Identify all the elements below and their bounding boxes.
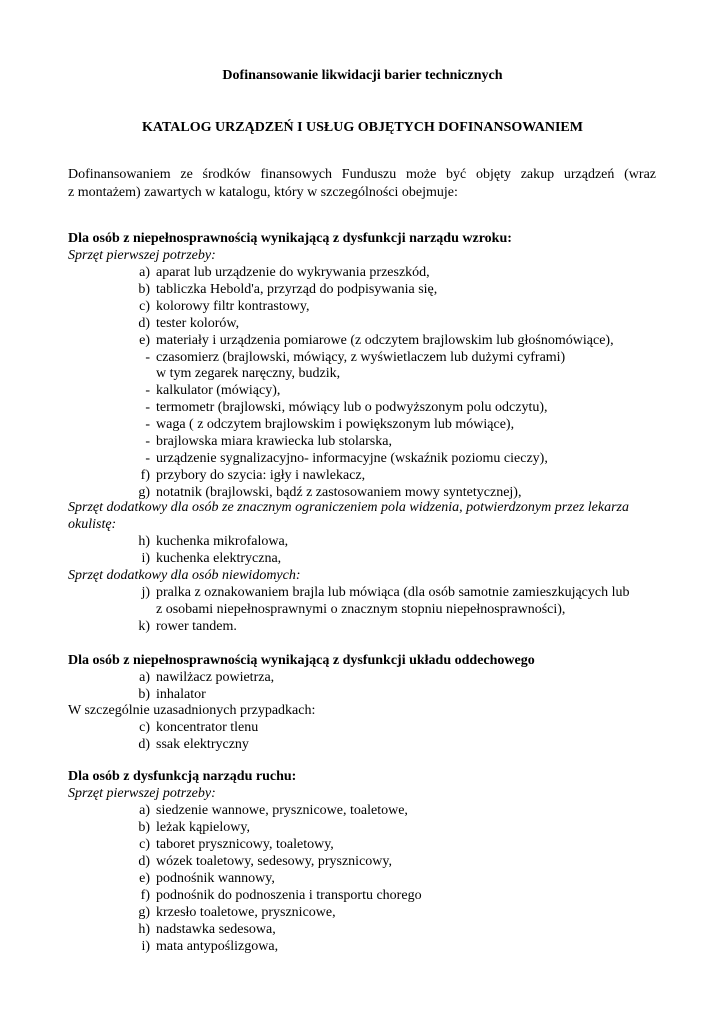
list-item-text: rower tandem.	[156, 619, 237, 634]
list-marker: e)	[139, 871, 150, 886]
list-item-text: kuchenka elektryczna,	[156, 551, 282, 566]
list-item-text: tester kolorów,	[156, 315, 240, 331]
section-vision-sub-first-need: Sprzęt pierwszej potrzeby:	[68, 248, 216, 263]
list-item-text: nawilżacz powietrza,	[156, 670, 275, 685]
list-marker: g)	[138, 484, 150, 500]
section-vision-sub-field-line-2: okulistę:	[68, 517, 117, 532]
section-respiratory-heading: Dla osób z niepełnosprawnością wynikającą z dysfunkcji układu oddechowego	[68, 653, 535, 668]
list-marker: -	[145, 383, 150, 399]
list-item-text: brajlowska miara krawiecka lub stolarska,	[156, 434, 392, 449]
list-item-text: kuchenka mikrofalowa,	[156, 534, 289, 549]
list-item-text: mata antypoślizgowa,	[156, 939, 279, 954]
list-item-text: leżak kąpielowy,	[156, 820, 250, 835]
list-marker: i)	[141, 939, 150, 954]
list-item-text: w tym zegarek naręczny, budzik,	[156, 366, 341, 382]
list-marker: -	[145, 417, 150, 433]
list-item-text: koncentrator tlenu	[156, 720, 259, 735]
list-item-text: czasomierz (brajlowski, mówiący, z wyświetlaczem lub dużymi cyframi)	[156, 349, 566, 365]
list-marker: g)	[138, 905, 150, 920]
list-item-text: kalkulator (mówiący),	[156, 383, 281, 399]
list-marker: b)	[138, 687, 150, 702]
section-vision-heading: Dla osób z niepełnosprawnością wynikającą z dysfunkcji narządu wzroku:	[68, 231, 512, 246]
list-item-text: wózek toaletowy, sedesowy, prysznicowy,	[156, 854, 392, 869]
list-item-text: waga ( z odczytem brajlowskim i powiększonym lub mówiące),	[156, 417, 515, 433]
list-item-text: z osobami niepełnosprawnymi o znacznym stopniu niepełnosprawności),	[156, 602, 566, 617]
list-marker: -	[145, 450, 150, 466]
list-marker: a)	[139, 670, 150, 685]
list-marker: f)	[140, 467, 150, 483]
list-marker: b)	[138, 281, 150, 297]
list-marker: k)	[138, 619, 150, 634]
document-subtitle: Dofinansowanie likwidacji barier technicznych	[222, 68, 503, 83]
list-marker: c)	[139, 837, 150, 852]
list-item-text: aparat lub urządzenie do wykrywania przeszkód,	[156, 265, 430, 280]
list-item-text: siedzenie wannowe, prysznicowe, toaletowe,	[156, 803, 408, 818]
list-item-text: termometr (brajlowski, mówiący lub o podwyższonym polu odczytu),	[156, 400, 548, 416]
list-item-text: krzesło toaletowe, prysznicowe,	[156, 905, 336, 920]
list-marker: h)	[138, 922, 150, 937]
list-item-text: materiały i urządzenia pomiarowe (z odczytem brajlowskim lub głośnomówiące),	[156, 332, 614, 348]
list-marker: j)	[141, 585, 150, 600]
list-item-text: kolorowy filtr kontrastowy,	[156, 298, 310, 314]
list-item-text: nadstawka sedesowa,	[156, 922, 276, 937]
list-item-text: tabliczka Hebold'a, przyrząd do podpisywania się,	[156, 281, 438, 297]
intro-line-2: z montażem) zawartych w katalogu, który w szczególności obejmuje:	[68, 185, 458, 200]
list-item-text: przybory do szycia: igły i nawlekacz,	[156, 467, 366, 483]
section-respiratory-sub: W szczególnie uzasadnionych przypadkach:	[68, 703, 316, 718]
list-marker: h)	[138, 534, 150, 549]
list-marker: c)	[139, 720, 150, 735]
document-title: KATALOG URZĄDZEŃ I USŁUG OBJĘTYCH DOFINANSOWANIEM	[142, 120, 583, 135]
list-marker: -	[145, 400, 150, 416]
list-marker: i)	[141, 551, 150, 566]
list-marker: d)	[138, 737, 150, 752]
intro-line-1: Dofinansowaniem ze środków finansowych Funduszu może być objęty zakup urządzeń (wraz	[68, 167, 656, 182]
list-marker: -	[145, 434, 150, 449]
list-item-text: podnośnik do podnoszenia i transportu chorego	[156, 888, 422, 903]
section-vision-sub-blind: Sprzęt dodatkowy dla osób niewidomych:	[68, 568, 301, 583]
list-marker: d)	[138, 315, 150, 331]
list-marker: d)	[138, 854, 150, 869]
list-item-text: notatnik (brajlowski, bądź z zastosowaniem mowy syntetycznej),	[156, 484, 522, 500]
section-vision-sub-field-line-1: Sprzęt dodatkowy dla osób ze znacznym ograniczeniem pola widzenia, potwierdzonym przez lekarza	[68, 500, 629, 515]
list-marker: f)	[140, 888, 150, 903]
list-item-text: pralka z oznakowaniem brajla lub mówiąca (dla osób samotnie zamieszkujących lub	[156, 585, 630, 600]
list-marker: c)	[139, 298, 150, 314]
list-item-text: inhalator	[156, 687, 206, 702]
list-marker: b)	[138, 820, 150, 835]
list-item-text: taboret prysznicowy, toaletowy,	[156, 837, 334, 852]
list-item-text: podnośnik wannowy,	[156, 871, 275, 886]
list-marker: a)	[139, 803, 150, 818]
section-mobility-heading: Dla osób z dysfunkcją narządu ruchu:	[68, 769, 297, 784]
list-item-text: urządzenie sygnalizacyjno- informacyjne (wskaźnik poziomu cieczy),	[156, 450, 548, 466]
list-marker: e)	[139, 332, 150, 348]
list-marker: a)	[139, 265, 150, 280]
list-marker: -	[145, 349, 150, 365]
list-item-text: ssak elektryczny	[156, 737, 249, 752]
section-mobility-sub: Sprzęt pierwszej potrzeby:	[68, 786, 216, 801]
